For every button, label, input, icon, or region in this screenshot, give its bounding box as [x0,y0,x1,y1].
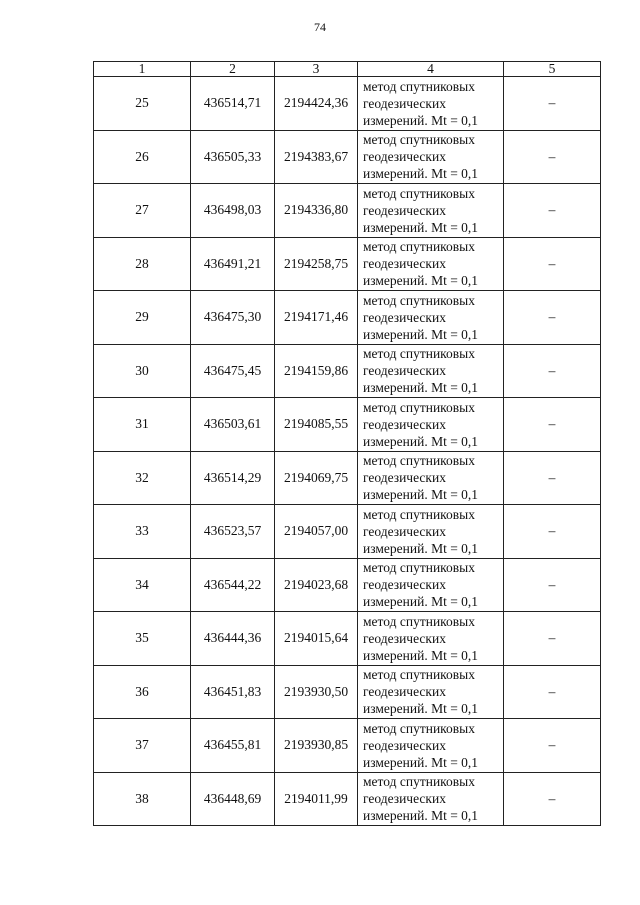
method-cell [358,772,504,826]
column-header-5: 5 [504,62,601,77]
method-cell [358,184,504,238]
coordinates-table [93,61,601,826]
x-coordinate-cell: 436448,69 [191,772,275,826]
y-coordinate-cell: 2194069,75 [275,451,358,505]
note-cell: – [504,184,601,238]
table-row [94,451,601,505]
method-line: измерений. Mt = 0,1 [363,701,479,717]
note-cell: – [504,77,601,131]
method-line: измерений. Mt = 0,1 [363,754,479,770]
method-line: геодезических [363,149,446,165]
point-number-cell: 26 [94,130,191,184]
table-body [94,77,601,826]
note-cell: – [504,505,601,559]
x-coordinate-cell: 436475,30 [191,291,275,345]
method-line: измерений. Mt = 0,1 [363,808,479,824]
table-row [94,398,601,452]
method-cell [358,77,504,131]
method-cell [358,719,504,773]
table-row [94,665,601,719]
point-number-cell: 25 [94,77,191,131]
table-row [94,184,601,238]
method-line: геодезических [363,256,446,272]
method-line: метод спутниковых [363,720,475,736]
method-line: измерений. Mt = 0,1 [363,112,479,128]
method-line: геодезических [363,737,446,753]
note-cell: – [504,291,601,345]
method-line: измерений. Mt = 0,1 [363,594,479,610]
method-cell [358,291,504,345]
x-coordinate-cell: 436514,29 [191,451,275,505]
method-cell [358,237,504,291]
note-cell: – [504,719,601,773]
method-cell [358,130,504,184]
x-coordinate-cell: 436523,57 [191,505,275,559]
y-coordinate-cell: 2194057,00 [275,505,358,559]
note-cell: – [504,665,601,719]
table-row [94,558,601,612]
method-line: измерений. Mt = 0,1 [363,487,479,503]
table-row [94,612,601,666]
method-line: метод спутниковых [363,292,475,308]
method-line: геодезических [363,630,446,646]
x-coordinate-cell: 436451,83 [191,665,275,719]
y-coordinate-cell: 2194336,80 [275,184,358,238]
method-line: метод спутниковых [363,346,475,362]
x-coordinate-cell: 436505,33 [191,130,275,184]
method-line: метод спутниковых [363,560,475,576]
method-line: измерений. Mt = 0,1 [363,273,479,289]
point-number-cell: 35 [94,612,191,666]
x-coordinate-cell: 436544,22 [191,558,275,612]
point-number-cell: 32 [94,451,191,505]
method-cell [358,505,504,559]
table-row [94,77,601,131]
table-row [94,130,601,184]
method-line: геодезических [363,202,446,218]
method-line: метод спутниковых [363,185,475,201]
method-line: метод спутниковых [363,506,475,522]
method-line: метод спутниковых [363,613,475,629]
table-row [94,505,601,559]
method-line: метод спутниковых [363,399,475,415]
note-cell: – [504,772,601,826]
y-coordinate-cell: 2194023,68 [275,558,358,612]
x-coordinate-cell: 436475,45 [191,344,275,398]
y-coordinate-cell: 2194159,86 [275,344,358,398]
method-line: измерений. Mt = 0,1 [363,433,479,449]
table-row [94,291,601,345]
column-header-2: 2 [191,62,275,77]
method-cell [358,665,504,719]
note-cell: – [504,130,601,184]
note-cell: – [504,237,601,291]
method-line: геодезических [363,363,446,379]
y-coordinate-cell: 2194011,99 [275,772,358,826]
y-coordinate-cell: 2194258,75 [275,237,358,291]
column-header-4: 4 [358,62,504,77]
method-line: метод спутниковых [363,667,475,683]
method-line: метод спутниковых [363,239,475,255]
x-coordinate-cell: 436444,36 [191,612,275,666]
method-line: геодезических [363,309,446,325]
column-header-3: 3 [275,62,358,77]
method-cell [358,398,504,452]
method-line: измерений. Mt = 0,1 [363,166,479,182]
method-cell [358,344,504,398]
method-line: метод спутниковых [363,78,475,94]
method-line: измерений. Mt = 0,1 [363,540,479,556]
point-number-cell: 37 [94,719,191,773]
y-coordinate-cell: 2194383,67 [275,130,358,184]
note-cell: – [504,344,601,398]
method-line: геодезических [363,470,446,486]
y-coordinate-cell: 2194085,55 [275,398,358,452]
method-line: геодезических [363,523,446,539]
y-coordinate-cell: 2194424,36 [275,77,358,131]
page-number: 74 [314,20,326,34]
y-coordinate-cell: 2193930,85 [275,719,358,773]
x-coordinate-cell: 436514,71 [191,77,275,131]
method-cell [358,558,504,612]
method-line: геодезических [363,577,446,593]
method-line: метод спутниковых [363,453,475,469]
y-coordinate-cell: 2194015,64 [275,612,358,666]
table-row [94,344,601,398]
method-line: геодезических [363,95,446,111]
method-line: геодезических [363,416,446,432]
y-coordinate-cell: 2193930,50 [275,665,358,719]
header-row [94,62,601,77]
note-cell: – [504,558,601,612]
method-cell [358,451,504,505]
method-line: геодезических [363,684,446,700]
method-line: метод спутниковых [363,774,475,790]
table-row [94,237,601,291]
point-number-cell: 31 [94,398,191,452]
table-row [94,772,601,826]
point-number-cell: 29 [94,291,191,345]
method-line: геодезических [363,791,446,807]
note-cell: – [504,398,601,452]
x-coordinate-cell: 436491,21 [191,237,275,291]
method-line: измерений. Mt = 0,1 [363,326,479,342]
method-line: измерений. Mt = 0,1 [363,380,479,396]
method-line: метод спутниковых [363,132,475,148]
point-number-cell: 36 [94,665,191,719]
point-number-cell: 34 [94,558,191,612]
x-coordinate-cell: 436498,03 [191,184,275,238]
point-number-cell: 28 [94,237,191,291]
note-cell: – [504,451,601,505]
y-coordinate-cell: 2194171,46 [275,291,358,345]
table-row [94,719,601,773]
point-number-cell: 33 [94,505,191,559]
x-coordinate-cell: 436503,61 [191,398,275,452]
point-number-cell: 27 [94,184,191,238]
method-line: измерений. Mt = 0,1 [363,647,479,663]
point-number-cell: 38 [94,772,191,826]
point-number-cell: 30 [94,344,191,398]
x-coordinate-cell: 436455,81 [191,719,275,773]
method-cell [358,612,504,666]
method-line: измерений. Mt = 0,1 [363,219,479,235]
column-header-1: 1 [94,62,191,77]
note-cell: – [504,612,601,666]
